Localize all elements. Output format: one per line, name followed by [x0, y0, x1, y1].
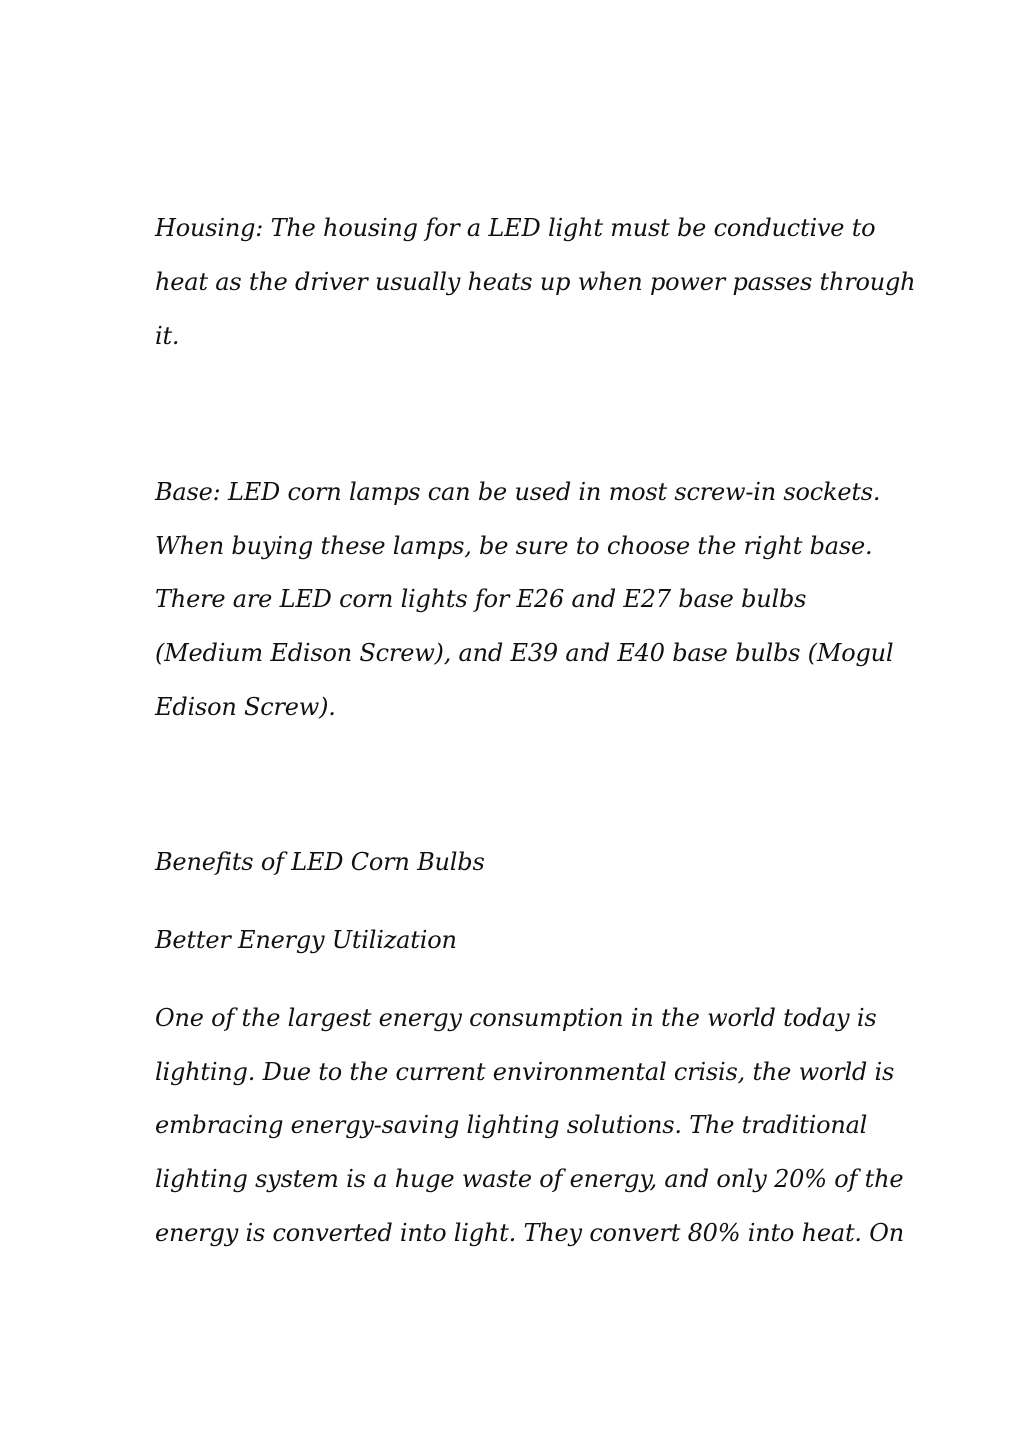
paragraph-line: it. [155, 322, 180, 350]
paragraph-line: When buying these lamps, be sure to choose the right base. [155, 532, 873, 560]
paragraph-line: lighting. Due to the current environmental crisis, the world is [155, 1058, 895, 1086]
paragraph-line: lighting system is a huge waste of energy, and only 20% of the [155, 1165, 904, 1193]
paragraph-line: energy is converted into light. They convert 80% into heat. On [155, 1219, 905, 1247]
paragraph-line: embracing energy-saving lighting solutions. The traditional [155, 1111, 868, 1139]
paragraph-line: (Medium Edison Screw), and E39 and E40 base bulbs (Mogul [155, 639, 894, 667]
paragraph-line: There are LED corn lights for E26 and E27 base bulbs [155, 585, 807, 613]
paragraph-line: heat as the driver usually heats up when power passes through [155, 268, 916, 296]
paragraph-line: Base: LED corn lamps can be used in most screw-in sockets. [155, 478, 881, 506]
paragraph-line: One of the largest energy consumption in the world today is [155, 1004, 877, 1032]
paragraph-line: Edison Screw). [155, 693, 336, 721]
paragraph-line: Housing: The housing for a LED light must be conductive to [155, 214, 876, 242]
energy-heading: Better Energy Utilization [155, 926, 457, 954]
benefits-heading: Benefits of LED Corn Bulbs [155, 848, 485, 876]
